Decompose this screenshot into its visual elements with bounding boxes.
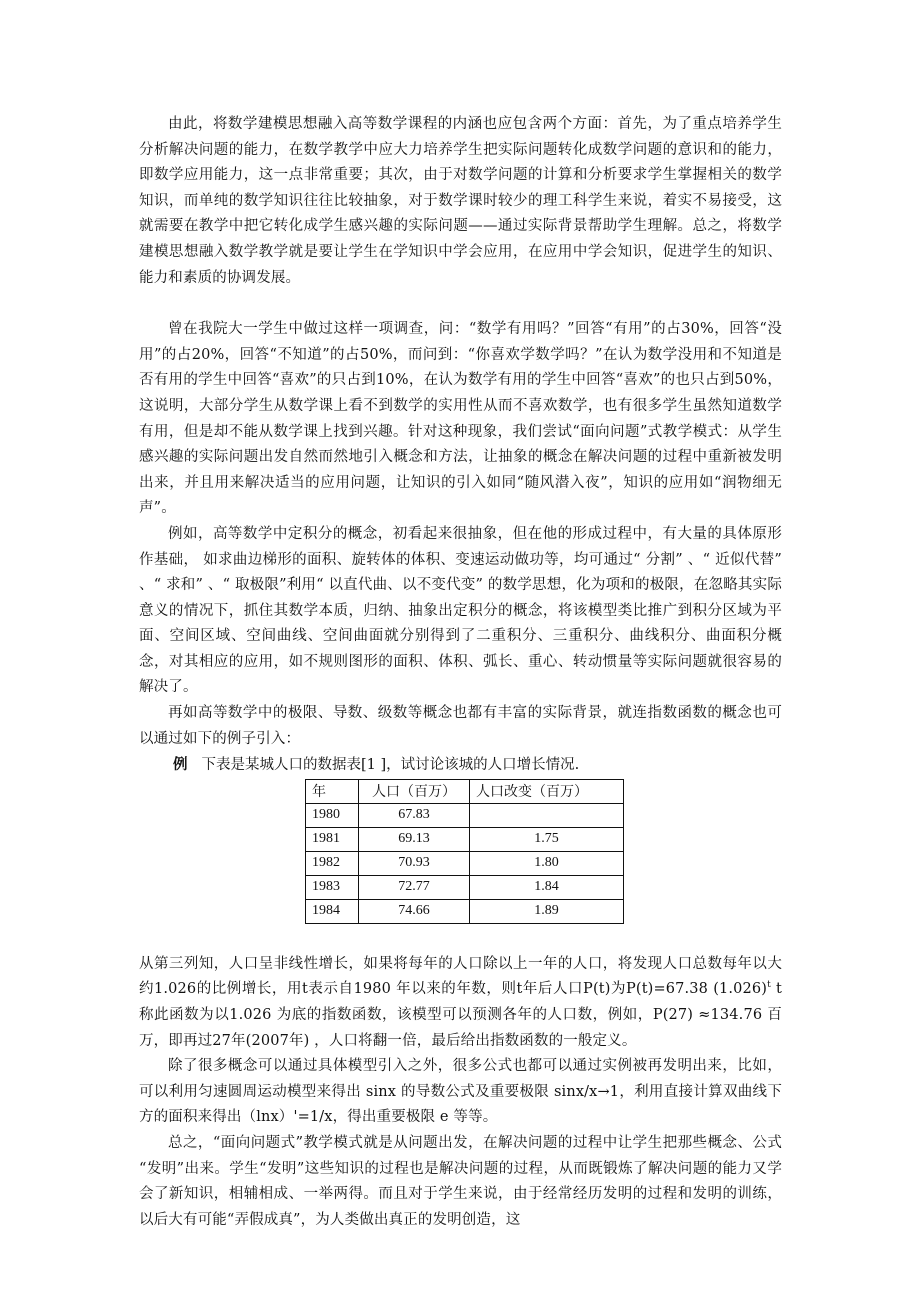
table-row [306, 827, 624, 851]
table-row [306, 899, 624, 923]
example-line [139, 752, 782, 779]
table-cell-change: 1.89 [470, 899, 624, 923]
growth-text-end: t称此函数为以1.026 为底的指数函数，该模型可以预测各年的人口数，例如，P(27) ≈134.76 百万，即再过27年(2007年) ，人口将翻一倍，最后给出指数函数的一般定义。 [139, 981, 782, 1049]
table-row [306, 875, 624, 899]
population-table [305, 779, 624, 924]
table-cell-change: 1.75 [470, 827, 624, 851]
table-cell-year: 1981 [306, 827, 359, 851]
table-cell-population: 69.13 [359, 827, 470, 851]
paragraph-definite-integral: 例如，高等数学中定积分的概念，初看起来很抽象，但在他的形成过程中，有大量的具体原形作基础， 如求曲边梯形的面积、旋转体的体积、变速运动做功等，均可通过“ 分割” 、“ 近似代替” 、“ 求和” 、“ 取极限”利用“ 以直代曲、以不变代变” 的数学思想，化为项和的极限，在忽略其实际意义的情况下，抓住其数学本质，归纳、抽象出定积分的概念，将该模型类比推广到积分区域为平面、空间区域、空间曲线、空间曲面就分别得到了二重积分、三重积分、曲线积分、曲面积分概念，对其相应的应用，如不规则图形的面积、体积、弧长、重心、转动惯量等实际问题就很容易的解决了。 [139, 525, 782, 696]
paragraph-modeling-intro: 由此，将数学建模思想融入高等数学课程的内涵也应包含两个方面：首先，为了重点培养学生分析解决问题的能力，在数学教学中应大力培养学生把实际问题转化成数学问题的意识和的能力，即数学应用能力，这一点非常重要；其次，由于对数学问题的计算和分析要求学生掌握相关的数学知识，而单纯的数学知识往往比较抽象，对于数学课时较少的理工科学生来说，着实不易接受，这就需要在教学中把它转化成学生感兴趣的实际问题——通过实际背景帮助学生理解。总之，将数学建模思想融入数学教学就是要让学生在学知识中学会应用，在应用中学会知识，促进学生的知识、能力和素质的协调发展。 [139, 116, 782, 286]
table-cell-population: 72.77 [359, 875, 470, 899]
table-row [306, 803, 624, 827]
table-cell-change [470, 803, 624, 827]
exponent-t: t [767, 980, 771, 991]
table-cell-year: 1982 [306, 851, 359, 875]
table-header-cell: 人口改变（百万） [470, 779, 624, 803]
table-cell-population: 70.93 [359, 851, 470, 875]
table-header-row [306, 779, 624, 803]
table-header-cell: 年 [306, 779, 359, 803]
paragraph-growth-analysis [139, 952, 782, 1054]
table-header-cell: 人口（百万） [359, 779, 470, 803]
paragraph-formulas: 除了很多概念可以通过具体模型引入之外，很多公式也都可以通过实例被再发明出来，比如，可以利用匀速圆周运动模型来得出 sinx 的导数公式及重要极限 sinx/x→1，利用直接计算双曲线下方的面积来得出（lnx）'=1/x，得出重要极限 e 等等。 [139, 1058, 782, 1126]
table-cell-year: 1980 [306, 803, 359, 827]
paragraph-exponential-intro: 再如高等数学中的极限、导数、级数等概念也都有丰富的实际背景，就连指数函数的概念也可以通过如下的例子引入： [139, 705, 782, 747]
example-text: 下表是某城人口的数据表[1 ]，试讨论该城的人口增长情况. [201, 757, 580, 774]
table-cell-year: 1984 [306, 899, 359, 923]
example-label: 例 [173, 756, 188, 774]
document-page [139, 112, 782, 1233]
paragraph-gap [139, 291, 782, 317]
table-cell-change: 1.80 [470, 851, 624, 875]
growth-text-start: 从第三列知，人口呈非线性增长，如果将每年的人口除以上一年的人口，将发现人口总数每年以大约1.026的比例增长，用t表示自1980 年以来的年数，则t年后人口P(t)为P(t)=67.38 (1.026) [139, 955, 782, 998]
table-cell-change: 1.84 [470, 875, 624, 899]
table-cell-population: 67.83 [359, 803, 470, 827]
table-row [306, 851, 624, 875]
table-cell-year: 1983 [306, 875, 359, 899]
table-cell-population: 74.66 [359, 899, 470, 923]
paragraph-conclusion: 总之，“面向问题式”教学模式就是从问题出发，在解决问题的过程中让学生把那些概念、公式 “发明”出来。学生“发明”这些知识的过程也是解决问题的过程，从而既锻炼了解决问题的能力又学会了新知识，相辅相成、一举两得。而且对于学生来说，由于经常经历发明的过程和发明的训练，以后大有可能“弄假成真”，为人类做出真正的发明创造，这 [139, 1135, 782, 1228]
paragraph-survey: 曾在我院大一学生中做过这样一项调查，问：“数学有用吗？”回答“有用”的占30%，回答“没用”的占20%，回答“不知道”的占50%，而问到：“你喜欢学数学吗？”在认为数学没用和不知道是否有用的学生中回答“喜欢”的只占到10%，在认为数学有用的学生中回答“喜欢”的也只占到50%，这说明，大部分学生从数学课上看不到数学的实用性从而不喜欢数学，也有很多学生虽然知道数学有用，但是却不能从数学课上找到兴趣。针对这种现象，我们尝试“面向问题”式教学模式：从学生感兴趣的实际问题出发自然而然地引入概念和方法，让抽象的概念在解决问题的过程中重新被发明出来，并且用来解决适当的应用问题，让知识的引入如同“随风潜入夜”，知识的应用如“润物细无声”。 [139, 321, 782, 517]
